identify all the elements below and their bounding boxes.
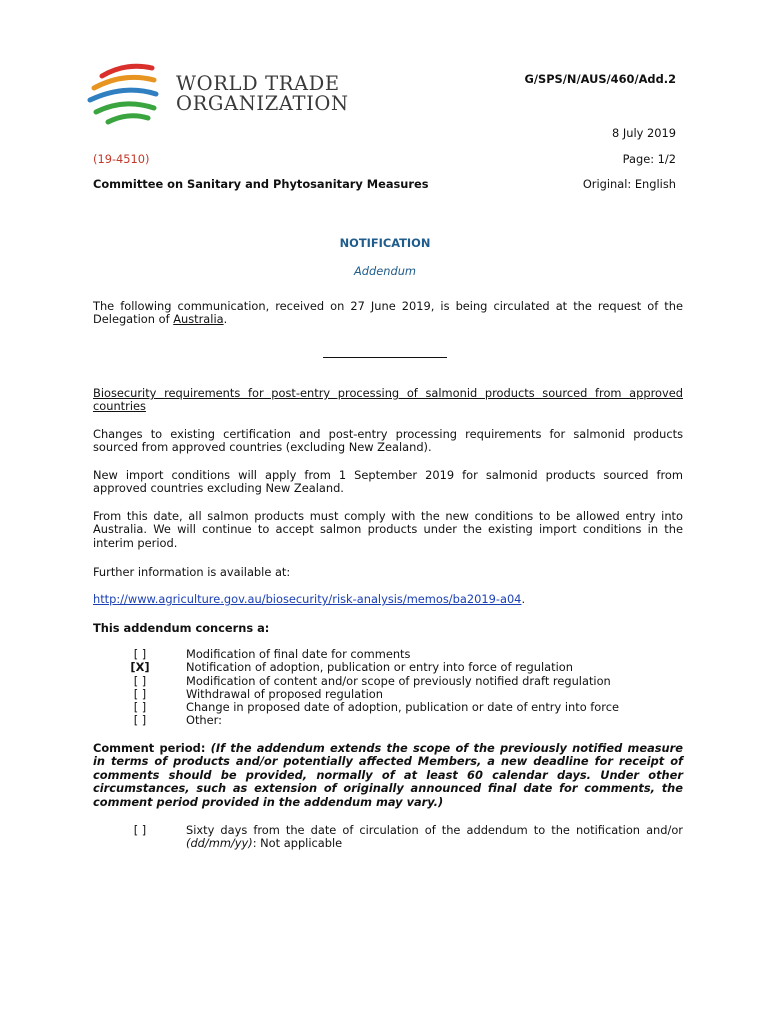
checkbox-6: [ ]	[133, 713, 147, 727]
intro-line2: Delegation of Australia.	[93, 312, 228, 327]
intro-paragraph	[93, 300, 683, 327]
concern-item-1: Modification of final date for comments	[186, 647, 411, 661]
wto-logo	[84, 58, 349, 128]
checkbox-5: [ ]	[133, 700, 147, 714]
body-paragraph-3: From this date, all salmon products must comply with the new conditions to be allowed entry into Australia. We will continue to accept salmon products under the existing import conditions in the interim period.	[93, 509, 683, 550]
measure-title: Biosecurity requirements for post-entry processing of salmonid products sourced from approved countries	[93, 386, 683, 414]
page-number: Page: 1/2	[622, 152, 676, 166]
comment-period-paragraph: Comment period: (If the addendum extends the scope of the previously notified measure in terms of products and/or potentially affected Members, a new deadline for receipt of comments should be provided, normally of at least 60 calendar days. Under other circumstances, such as extension of originally announced final date for comments, the comment period provided in the addendum may vary.)	[93, 741, 684, 809]
concern-item-2: Notification of adoption, publication or entry into force of regulation	[186, 660, 573, 674]
link-row: http://www.agriculture.gov.au/biosecurity/risk-analysis/memos/ba2019-a04.	[93, 592, 526, 606]
body-paragraph-2: New import conditions will apply from 1 September 2019 for salmonid products sourced from approved countries excluding New Zealand.	[93, 468, 683, 496]
document-date: 8 July 2019	[612, 126, 676, 140]
comment-period-label: Comment period:	[93, 741, 211, 755]
country-name: Australia	[173, 312, 224, 327]
intro-line1: The following communication, received on 27 June 2019, is being circulated at the request of the	[93, 299, 683, 313]
concern-item-4: Withdrawal of proposed regulation	[186, 687, 383, 701]
logo-line1: WORLD TRADE	[176, 72, 340, 95]
body-paragraph-1: Changes to existing certification and post-entry processing requirements for salmonid products sourced from approved countries (excluding New Zealand).	[93, 427, 683, 455]
checkbox-4: [ ]	[133, 687, 147, 701]
addendum-subtitle: Addendum	[353, 264, 417, 278]
checkbox-3: [ ]	[133, 674, 147, 688]
comment-option-checkbox: [ ]	[133, 823, 147, 837]
comment-option-text: Sixty days from the date of circulation of the addendum to the notification and/or (dd/mm/yy): Not applicable	[186, 823, 683, 851]
concern-item-5: Change in proposed date of adoption, publication or date of entry into force	[186, 700, 619, 714]
committee-name: Committee on Sanitary and Phytosanitary Measures	[93, 177, 429, 191]
concern-item-3: Modification of content and/or scope of previously notified draft regulation	[186, 674, 611, 688]
section-divider	[323, 357, 447, 358]
notification-title: NOTIFICATION	[339, 236, 431, 250]
checkbox-2: [X]	[130, 660, 150, 674]
info-link[interactable]: http://www.agriculture.gov.au/biosecurity/risk-analysis/memos/ba2019-a04	[93, 592, 522, 606]
checkbox-1: [ ]	[133, 647, 147, 661]
document-symbol: G/SPS/N/AUS/460/Add.2	[524, 72, 676, 86]
original-language: Original: English	[582, 177, 676, 191]
date-format: (dd/mm/yy)	[186, 836, 253, 851]
wto-logo-icon	[84, 58, 164, 128]
concern-item-6: Other:	[186, 713, 222, 727]
body-paragraph-4: Further information is available at:	[93, 565, 291, 579]
concerns-heading: This addendum concerns a:	[93, 621, 270, 635]
reference-number: (19-4510)	[93, 152, 150, 166]
logo-line2: ORGANIZATION	[176, 92, 349, 115]
